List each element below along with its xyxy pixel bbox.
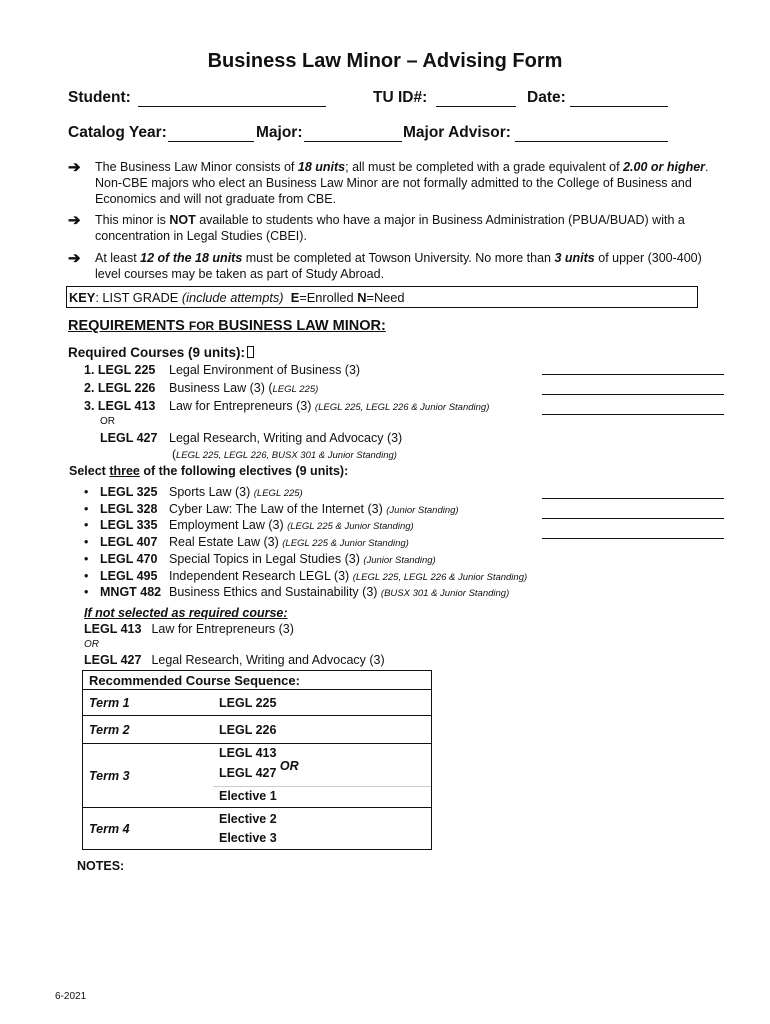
not-selected-heading: If not selected as required course: xyxy=(84,606,288,620)
tuid-label: TU ID#: xyxy=(373,89,428,106)
arrow-right-icon: ➔ xyxy=(68,250,81,267)
table-row: Term 1 LEGL 225 xyxy=(83,690,432,716)
bullet-availability: This minor is NOT available to students who have a major in Business Administration (PBUA/BUAD) with a concentration in Legal Studies (CBEI). xyxy=(95,213,685,243)
elective-item: • LEGL 470 Special Topics in Legal Studies (3) (Junior Standing) xyxy=(84,551,436,566)
sequence-course: LEGL 427 OR xyxy=(213,762,431,787)
table-row: Term 2 LEGL 226 xyxy=(83,716,432,744)
sequence-course: Elective 3 xyxy=(219,830,277,845)
required-name-3: Law for Entrepreneurs (3) (LEGL 225, LEGL 226 & Junior Standing) xyxy=(169,399,490,413)
notes-label: NOTES: xyxy=(77,859,125,873)
elective-item: • LEGL 407 Real Estate Law (3) (LEGL 225 & Junior Standing) xyxy=(84,535,409,550)
or-label: OR xyxy=(100,416,115,427)
elective-item: • MNGT 482 Business Ethics and Sustainability (3) (BUSX 301 & Junior Standing) xyxy=(84,585,510,600)
arrow-right-icon: ➔ xyxy=(68,159,81,176)
grade-line[interactable] xyxy=(542,497,724,499)
bullet-units: The Business Law Minor consists of 18 units; all must be completed with a grade equivalent of 2.00 or higher. Non-CBE majors who elect an Business Law Minor are not formally admitted to the College of Business and Economics and will not graduate from CBE. xyxy=(95,160,709,206)
course-sequence-table xyxy=(82,670,432,850)
not-selected-course-1: LEGL 413 Law for Entrepreneurs (3) xyxy=(84,622,294,636)
form-title: Business Law Minor – Advising Form xyxy=(207,50,563,72)
sequence-course: LEGL 413 xyxy=(219,746,277,760)
required-name-2: Business Law (3) (LEGL 225) xyxy=(169,381,319,395)
required-row-1: 1. LEGL 225 xyxy=(84,363,156,377)
major-advisor-label: Major Advisor: xyxy=(403,124,511,141)
date-field[interactable] xyxy=(570,91,668,107)
key-box: KEY: LIST GRADE (include attempts) E=Enrolled N=Need xyxy=(66,286,698,308)
grade-line[interactable] xyxy=(542,413,724,415)
arrow-right-icon: ➔ xyxy=(68,212,81,229)
major-advisor-field[interactable] xyxy=(515,126,668,142)
catalog-year-label: Catalog Year: xyxy=(68,124,167,141)
electives-heading: Select three of the following electives (9 units): xyxy=(69,464,349,478)
not-selected-course-2: LEGL 427 Legal Research, Writing and Advocacy (3) xyxy=(84,653,385,667)
catalog-year-field[interactable] xyxy=(168,126,254,142)
date-label: Date: xyxy=(527,89,566,106)
legl-427-note: (LEGL 225, LEGL 226, BUSX 301 & Junior Standing) xyxy=(172,447,397,461)
grade-line[interactable] xyxy=(542,373,724,375)
table-row: Term 4 Elective 2 Elective 3 xyxy=(83,808,432,850)
required-row-2: 2. LEGL 226 xyxy=(84,381,156,395)
checkbox-icon xyxy=(247,346,254,358)
sequence-course: Elective 1 xyxy=(219,789,277,803)
elective-item: • LEGL 325 Sports Law (3) (LEGL 225) xyxy=(84,485,303,499)
major-field[interactable] xyxy=(304,126,402,142)
or-label: OR xyxy=(84,639,99,650)
grade-line[interactable] xyxy=(542,517,724,519)
legl-427-name: Legal Research, Writing and Advocacy (3) xyxy=(169,431,403,445)
legl-427-row: LEGL 427 xyxy=(100,431,158,445)
student-label: Student: xyxy=(68,89,131,106)
elective-item: • LEGL 328 Cyber Law: The Law of the Internet (3) (Junior Standing) xyxy=(84,501,459,516)
major-label: Major: xyxy=(256,124,303,141)
elective-item: • LEGL 335 Employment Law (3) (LEGL 225 & Junior Standing) xyxy=(84,518,414,533)
sequence-course: Elective 2 xyxy=(219,811,277,826)
required-courses-heading: Required Courses (9 units): xyxy=(68,345,254,360)
student-field[interactable] xyxy=(138,91,326,107)
footer-date: 6-2021 xyxy=(55,991,87,1002)
required-name-1: Legal Environment of Business (3) xyxy=(169,363,361,377)
tuid-field[interactable] xyxy=(436,91,516,107)
table-row: Term 3 LEGL 413 LEGL 427 OR Elective 1 xyxy=(83,744,432,808)
electives-list xyxy=(84,485,527,602)
requirements-heading: REQUIREMENTS FOR BUSINESS LAW MINOR: xyxy=(68,318,386,334)
elective-item: • LEGL 495 Independent Research LEGL (3) (LEGL 225, LEGL 226 & Junior Standing) xyxy=(84,568,528,583)
bullet-residency: At least 12 of the 18 units must be completed at Towson University. No more than 3 units of upper (300-400) level courses may be taken as part of Study Abroad. xyxy=(95,251,702,281)
required-row-3: 3. LEGL 413 xyxy=(84,399,156,413)
sequence-heading: Recommended Course Sequence: xyxy=(83,671,432,690)
grade-line[interactable] xyxy=(542,393,724,395)
grade-line[interactable] xyxy=(542,537,724,539)
